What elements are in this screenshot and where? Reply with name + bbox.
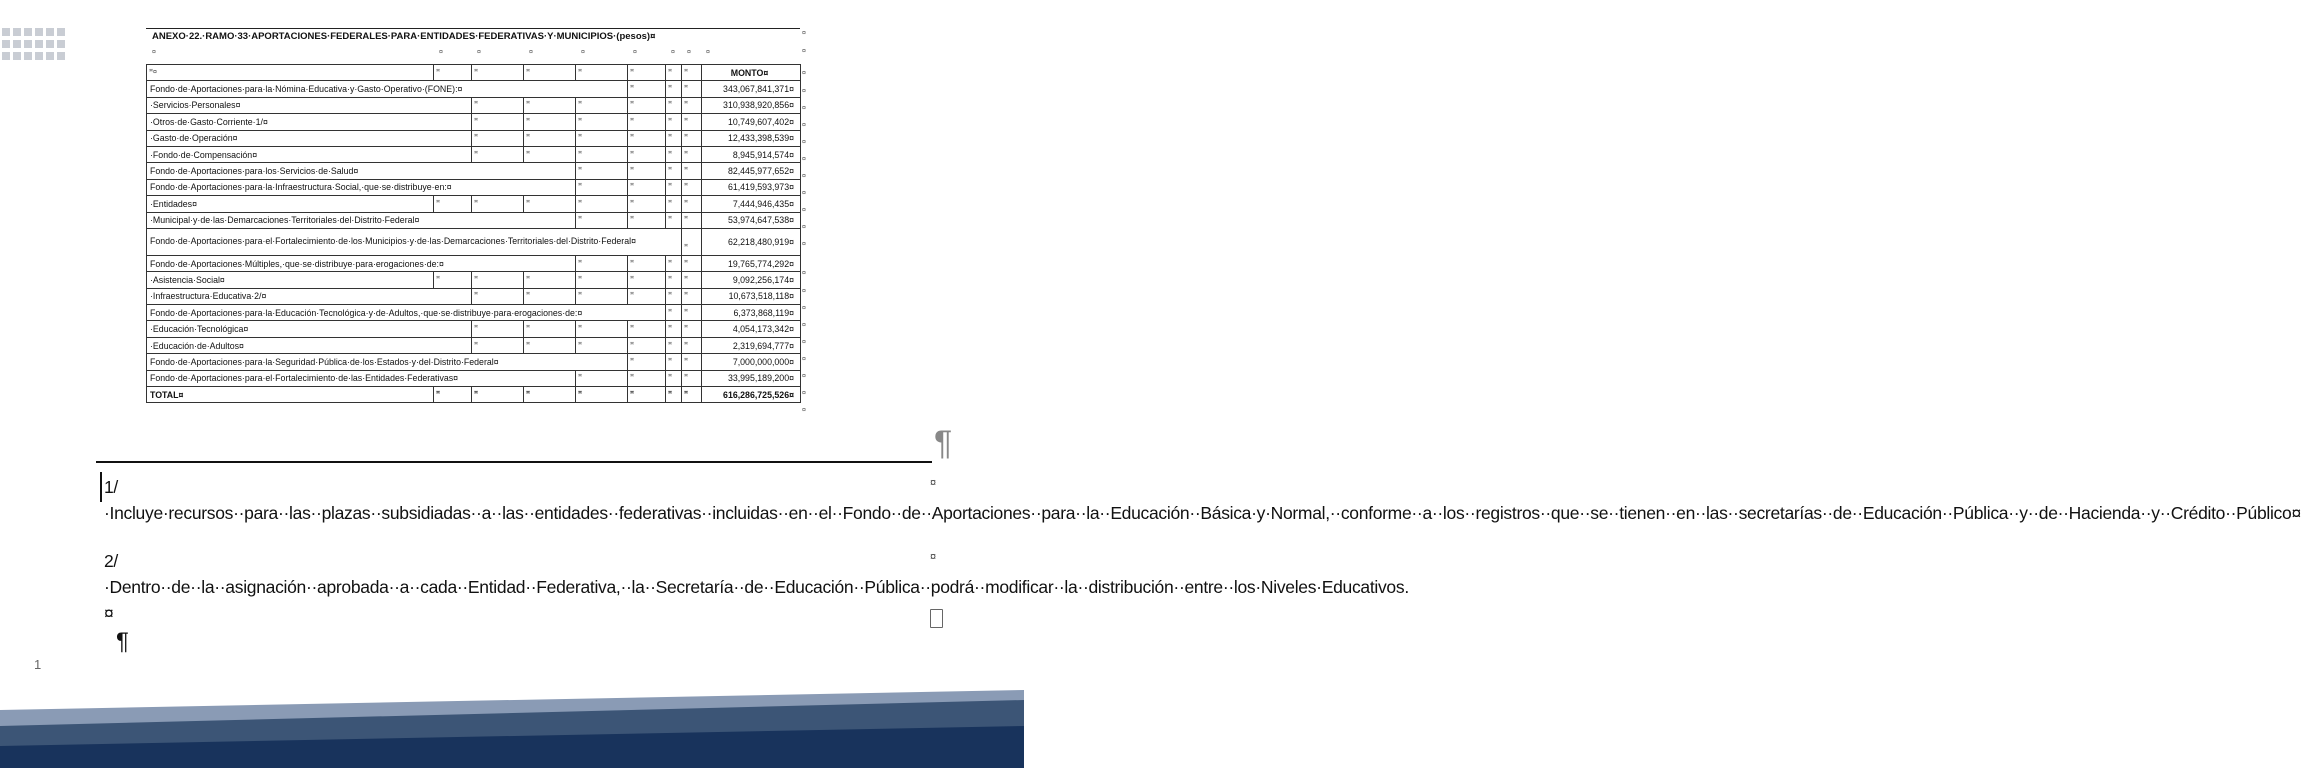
row-amount: 6,373,868,119¤ [702,305,801,321]
cell-mark: ꟸ [666,337,682,353]
cell-mark: ꟸ [682,163,702,179]
dot [46,40,54,48]
decorative-dot-grid [0,22,70,64]
cell-mark: ꟸ [666,288,682,304]
cell-mark: ꟸ [682,337,702,353]
row-label: ·Fondo·de·Compensación¤ [147,146,472,162]
cell-mark: ꟸ [524,288,576,304]
cell-mark: ꟸ [628,196,666,212]
cell-mark: ꟸ [682,255,702,271]
cell-mark: ꟸ [682,272,702,288]
cell-mark: ꟸ [666,305,682,321]
row-amount: 10,749,607,402¤ [702,114,801,130]
row-label: ·Servicios·Personales¤ [147,97,472,113]
table-row [147,321,801,337]
cell-mark: ꟸ [682,288,702,304]
cell-mark: ꟸ [576,370,628,386]
row-amount: 8,945,914,574¤ [702,146,801,162]
cell-mark: ꟸ [666,163,682,179]
row-amount: 310,938,920,856¤ [702,97,801,113]
row-amount: 53,974,647,538¤ [702,212,801,228]
cell-mark: ꟸ [524,272,576,288]
cell-mark: ꟸ [472,97,524,113]
cell-mark: ꟸ [524,146,576,162]
cell-mark: ꟸ [472,146,524,162]
row-label: ·Educación·Tecnológica¤ [147,321,472,337]
row-amount: 19,765,774,292¤ [702,255,801,271]
cell-mark: ꟸ [628,81,666,97]
cell-mark: ꟸ [628,114,666,130]
cell-mark: ꟸ [682,179,702,195]
cell-mark: ¤ [706,49,710,56]
row-label: ·Municipal·y·de·las·Demarcaciones·Territoriales·del·Distrito·Federal¤ [147,212,576,228]
cell-mark: ꟸ [472,288,524,304]
cell-mark: ꟸ [666,97,682,113]
cell-mark: ꟸ [666,354,682,370]
cell-mark: ꟸ [628,163,666,179]
table-row [147,337,801,353]
cell-mark: ꟸ [666,130,682,146]
dot [13,40,21,48]
cell-mark: ꟸ [576,114,628,130]
cell-mark: ꟸ [666,146,682,162]
cell-mark: ꟸ [576,163,628,179]
cell-mark: ꟸ [472,114,524,130]
footnote-1: 1/·Incluye·recursos··para··las··plazas··subsidiadas··a··las··entidades··federativas··incluidas··en··el··Fondo··de··Aportaciones··para··la··Educación··Básica·y·Normal,··conforme··a··los··registros··que··se··tienen··en··las··secretarías··de··Educación··Pública··y··de··Hacienda··y··Crédito··Público¤ [104,477,2301,523]
cell-mark: ¤ [581,49,585,56]
cell-mark: ¤ [802,373,806,380]
cell-mark: ¤ [802,88,806,95]
row-label: ·Educación·de·Adultos¤ [147,337,472,353]
table-row [147,288,801,304]
slide-number: 1 [34,657,42,672]
cell-mark: ꟸ [682,97,702,113]
row-amount: 616,286,725,526¤ [702,387,801,403]
cell-mark: ꟸ [524,114,576,130]
dot [24,52,32,60]
paragraph-mark: ¶ [116,628,129,655]
cell-mark: ꟸ [666,272,682,288]
table-row [147,130,801,146]
cell-mark: ꟸ [682,114,702,130]
cell-mark: ꟸ [576,130,628,146]
cell-mark: ꟸ [682,130,702,146]
cell-mark: ¤ [477,49,481,56]
table-row [147,212,801,228]
cell-mark: ¤ [802,241,806,248]
cell-mark: ¤ [802,122,806,129]
cell-mark: ¤ [802,339,806,346]
cell-mark: ꟸ [576,97,628,113]
footer-band [0,690,1024,768]
row-amount: 33,995,189,200¤ [702,370,801,386]
cell-mark: ꟸ [666,255,682,271]
cell-mark: ꟸ [434,272,472,288]
cell-mark: ¤ [802,305,806,312]
cell-mark: ¤ [802,407,806,414]
cell-mark: ꟸ [524,337,576,353]
cell-mark: ꟸ [628,179,666,195]
row-label: Fondo·de·Aportaciones·para·el·Fortalecimiento·de·los·Municipios·y·de·las·Demarcaciones·Territoriales·del·Distrito·Federal¤ [147,228,682,255]
cell-mark: ꟸ [682,321,702,337]
dot [2,28,10,36]
blank-row [146,47,800,63]
table-row [147,114,801,130]
cell-mark: ꟸ [628,354,666,370]
cell-mark: ꟸ [576,179,628,195]
cell-mark: ¤ [802,322,806,329]
cell-mark: ¤ [529,49,533,56]
cell-mark: ꟸ [628,212,666,228]
monto-header: MONTO¤ [702,65,801,81]
dot [46,28,54,36]
cell-mark: ꟸ [682,370,702,386]
row-amount: 4,054,173,342¤ [702,321,801,337]
cell-mark: ꟸ [628,387,666,403]
cell-mark: ꟸ [628,146,666,162]
cell-mark: ꟸ [666,196,682,212]
text-cursor [100,472,102,502]
cell-mark: ¤ [930,551,937,563]
row-amount: 7,444,946,435¤ [702,196,801,212]
cell-mark: ꟸ [628,337,666,353]
cell-mark: ꟸ [472,321,524,337]
cell-mark: ꟸ [628,321,666,337]
dot [57,40,65,48]
cell-mark: ꟸ [628,288,666,304]
cell-mark: ꟸ [576,337,628,353]
row-label: Fondo·de·Aportaciones·para·la·Infraestructura·Social,·que·se·distribuye·en:¤ [147,179,576,195]
row-label: Fondo·de·Aportaciones·para·la·Educación·Tecnológica·y·de·Adultos,·que·se·distribuye·para·erogaciones·de:¤ [147,305,666,321]
cell-mark: ꟸ [472,130,524,146]
cell-mark: ꟸ [628,130,666,146]
cell-mark: ꟸ [524,196,576,212]
cell-mark: ¤ [930,477,937,489]
cell-mark: ꟸ [682,196,702,212]
cell-mark: ꟸ [666,114,682,130]
cell-mark: ꟸ [576,146,628,162]
cell-mark: ꟸ [666,387,682,403]
row-label: ·Gasto·de·Operación¤ [147,130,472,146]
cell-mark: ꟸ [628,255,666,271]
cell-mark: ꟸ [576,321,628,337]
table-row [147,196,801,212]
table-row [147,354,801,370]
row-amount: 12,433,398,539¤ [702,130,801,146]
cell-mark: ꟸ [628,65,666,81]
cell-mark: ¤ [802,190,806,197]
row-amount: 10,673,518,118¤ [702,288,801,304]
end-of-cell-box [930,609,943,628]
paragraph-mark: ¶ [934,424,953,462]
row-amount: 62,218,480,919¤ [702,228,801,255]
table-row [147,272,801,288]
cell-mark: ꟸ¤ [147,65,434,81]
row-label: Fondo·de·Aportaciones·para·el·Fortalecimiento·de·las·Entidades·Federativas¤ [147,370,576,386]
dot [46,52,54,60]
cell-mark: ꟸ [524,387,576,403]
row-amount: 61,419,593,973¤ [702,179,801,195]
cell-mark: ¤ [802,270,806,277]
dot [2,52,10,60]
footnote-2: 2/·Dentro··de··la··asignación··aprobada··a··cada··Entidad··Federativa,··la··Secretaría··de··Educación··Pública··podrá··modificar··la··distribución··entre··los·Niveles·Educativos.¤ [104,551,1409,623]
dot [35,28,43,36]
row-amount: 343,067,841,371¤ [702,81,801,97]
cell-mark: ꟸ [576,65,628,81]
cell-mark: ꟸ [666,179,682,195]
table-row [147,305,801,321]
cell-mark: ꟸ [576,288,628,304]
cell-mark: ꟸ [472,272,524,288]
cell-mark: ꟸ [666,370,682,386]
table-title-row [146,28,800,48]
row-label: TOTAL¤ [147,387,434,403]
row-label: ·Asistencia·Social¤ [147,272,434,288]
cell-mark: ¤ [802,30,806,37]
dot [57,52,65,60]
cell-mark: ¤ [687,49,691,56]
table-header-row [147,65,801,81]
cell-mark: ꟸ [628,370,666,386]
dot [57,28,65,36]
cell-mark: ꟸ [434,196,472,212]
table-row [147,163,801,179]
dot [24,28,32,36]
dot [35,40,43,48]
cell-mark: ꟸ [434,387,472,403]
cell-mark: ꟸ [682,354,702,370]
cell-mark: ꟸ [524,65,576,81]
cell-mark: ꟸ [524,130,576,146]
total-row [147,387,801,403]
cell-mark: ꟸ [682,212,702,228]
cell-mark: ꟸ [472,337,524,353]
cell-mark: ¤ [802,288,806,295]
cell-mark: ¤ [802,105,806,112]
cell-mark: ꟸ [576,212,628,228]
cell-mark: ꟸ [666,81,682,97]
row-label: Fondo·de·Aportaciones·para·la·Seguridad·Pública·de·los·Estados·y·del·Distrito·Federal¤ [147,354,628,370]
cell-mark: ꟸ [628,272,666,288]
cell-mark: ¤ [802,48,806,55]
dot [13,28,21,36]
cell-mark: ꟸ [524,97,576,113]
table-row [147,370,801,386]
row-label: Fondo·de·Aportaciones·para·los·Servicios·de·Salud¤ [147,163,576,179]
cell-mark: ꟸ [682,65,702,81]
cell-mark: ꟸ [576,272,628,288]
cell-mark: ꟸ [682,228,702,255]
table-row [147,179,801,195]
cell-mark: ꟸ [576,255,628,271]
table-title: ANEXO·22.·RAMO·33·APORTACIONES·FEDERALES·PARA·ENTIDADES·FEDERATIVAS·Y·MUNICIPIOS·(pesos)¤ [152,31,656,42]
cell-mark: ꟸ [576,196,628,212]
cell-mark: ꟸ [472,387,524,403]
row-label: ·Infraestructura·Educativa·2/¤ [147,288,472,304]
footnote-separator [96,461,932,463]
table-row [147,146,801,162]
cell-mark: ¤ [802,390,806,397]
dot [24,40,32,48]
cell-mark: ꟸ [666,321,682,337]
row-amount: 82,445,977,652¤ [702,163,801,179]
table-row [147,81,801,97]
table-row [147,97,801,113]
cell-mark: ꟸ [682,387,702,403]
cell-mark: ꟸ [682,81,702,97]
cell-mark: ¤ [439,49,443,56]
cell-mark: ¤ [671,49,675,56]
cell-mark: ꟸ [576,387,628,403]
cell-mark: ꟸ [666,212,682,228]
cell-mark: ¤ [802,207,806,214]
row-label: Fondo·de·Aportaciones·para·la·Nómina·Educativa·y·Gasto·Operativo·(FONE):¤ [147,81,628,97]
cell-mark: ꟸ [472,65,524,81]
table-row [147,228,801,255]
row-amount: 9,092,256,174¤ [702,272,801,288]
dot [35,52,43,60]
dot [13,52,21,60]
cell-mark: ¤ [802,173,806,180]
table-row [147,255,801,271]
cell-mark: ꟸ [628,97,666,113]
cell-mark: ꟸ [682,305,702,321]
budget-table [146,64,801,403]
cell-mark: ¤ [633,49,637,56]
cell-mark: ꟸ [472,196,524,212]
cell-mark: ¤ [802,224,806,231]
row-label: ·Entidades¤ [147,196,434,212]
cell-mark: ¤ [802,70,806,77]
row-amount: 7,000,000,000¤ [702,354,801,370]
cell-mark: ꟸ [682,146,702,162]
cell-mark: ꟸ [434,65,472,81]
dot [2,40,10,48]
row-label: ·Otros·de·Gasto·Corriente·1/¤ [147,114,472,130]
cell-mark: ꟸ [666,65,682,81]
row-amount: 2,319,694,777¤ [702,337,801,353]
cell-mark: ¤ [802,156,806,163]
cell-mark: ¤ [152,49,156,56]
cell-mark: ¤ [802,356,806,363]
row-label: Fondo·de·Aportaciones·Múltiples,·que·se·distribuye·para·erogaciones·de:¤ [147,255,576,271]
cell-mark: ¤ [802,139,806,146]
cell-mark: ꟸ [524,321,576,337]
